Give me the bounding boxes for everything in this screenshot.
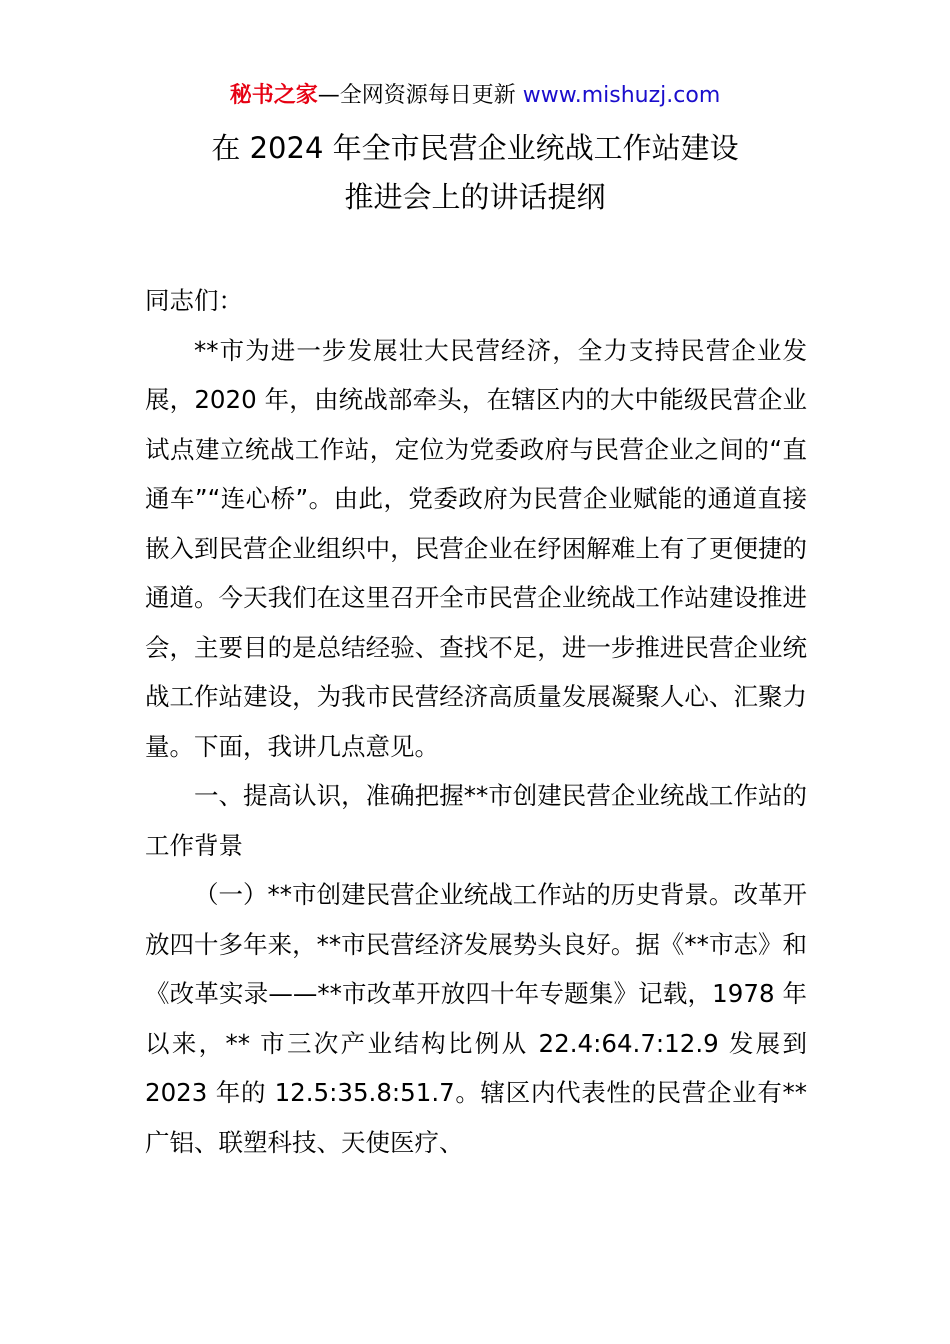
- document-body: [145, 276, 807, 1167]
- salutation: 同志们：: [145, 286, 243, 315]
- header-tagline: —全网资源每日更新: [317, 83, 516, 108]
- site-url-link[interactable]: www.mishuzj.com: [522, 83, 721, 108]
- site-header: [0, 80, 950, 112]
- document-title-line-2: 推进会上的讲话提纲: [344, 180, 606, 214]
- paragraph-intro: **市为进一步发展壮大民营经济，全力支持民营企业发展，2020 年，由统战部牵头，在辖区内的大中能级民营企业试点建立统战工作站，定位为党委政府与民营企业之间的“直通车”“连心桥”。由此，党委政府为民营企业赋能的通道直接嵌入到民营企业组织中，民营企业在纾困解难上有了更便捷的通道。今天我们在这里召开全市民营企业统战工作站建设推进会，主要目的是总结经验、查找不足，进一步推进民营企业统战工作站建设，为我市民营经济高质量发展凝聚人心、汇聚力量。下面，我讲几点意见。: [145, 335, 807, 761]
- document-title-line-1: 在 2024 年全市民营企业统战工作站建设: [211, 131, 739, 165]
- paragraph-history-background: （一）**市创建民营企业统战工作站的历史背景。改革开放四十多年来，**市民营经济发展势头良好。据《**市志》和《改革实录——**市改革开放四十年专题集》记载，1978 年以来，** 市三次产业结构比例从 22.4:64.7:12.9 发展到 2023 年的 12.5:35.8:51.7。辖区内代表性的民营企业有**广铝、联塑科技、天使医疗、: [145, 880, 807, 1157]
- section-heading-1: 一、提高认识，准确把握**市创建民营企业统战工作站的工作背景: [145, 781, 807, 860]
- brand-name: 秘书之家: [229, 83, 318, 108]
